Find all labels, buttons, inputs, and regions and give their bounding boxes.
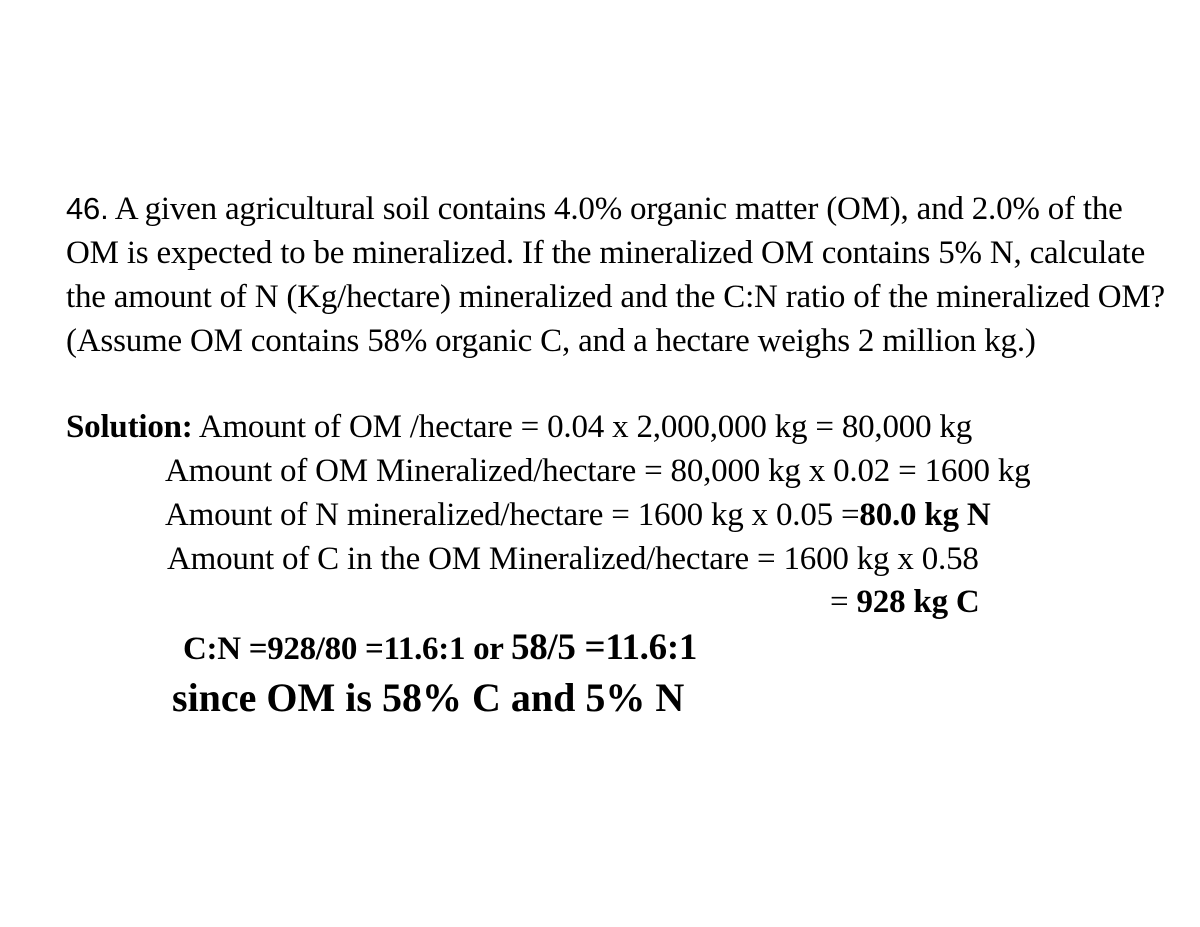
solution-line-c-mineralized: Amount of C in the OM Mineralized/hectare = 1600 kg x 0.58 (167, 541, 979, 577)
solution-line-om (66, 405, 972, 449)
c-result-value: 928 kg C (856, 584, 980, 620)
solution-line-om-mineralized: Amount of OM Mineralized/hectare = 80,000 kg x 0.02 = 1600 kg (165, 453, 1031, 489)
solution-om-per-hectare: Amount of OM /hectare = 0.04 x 2,000,000 kg = 80,000 kg (198, 409, 973, 445)
cn-ratio-calculation: C:N =928/80 =11.6:1 or (183, 631, 511, 667)
n-mineralized-expression: Amount of N mineralized/hectare = 1600 kg x 0.05 = (165, 497, 860, 533)
question-number: 46. (66, 191, 109, 226)
cn-ratio-line (183, 626, 697, 671)
question-text (66, 187, 1176, 363)
solution-line-n-mineralized (165, 493, 991, 537)
solution-label: Solution: (66, 409, 193, 445)
c-result-equals: = (830, 584, 857, 620)
question-body: A given agricultural soil contains 4.0% organic matter (OM), and 2.0% of the OM is expected to be mineralized. If the mineralized OM contains 5% N, calculate the amount of N (Kg/hectare) mineralized and the C:N ratio of the mineralized OM? (Assume OM contains 58% organic C, and a hectare weighs 2 million kg.) (66, 191, 1165, 359)
n-mineralized-result: 80.0 kg N (859, 497, 991, 533)
cn-ratio-alternative: 58/5 =11.6:1 (511, 627, 698, 668)
solution-line-c-result (830, 580, 980, 624)
cn-ratio-explanation: since OM is 58% C and 5% N (172, 675, 685, 720)
